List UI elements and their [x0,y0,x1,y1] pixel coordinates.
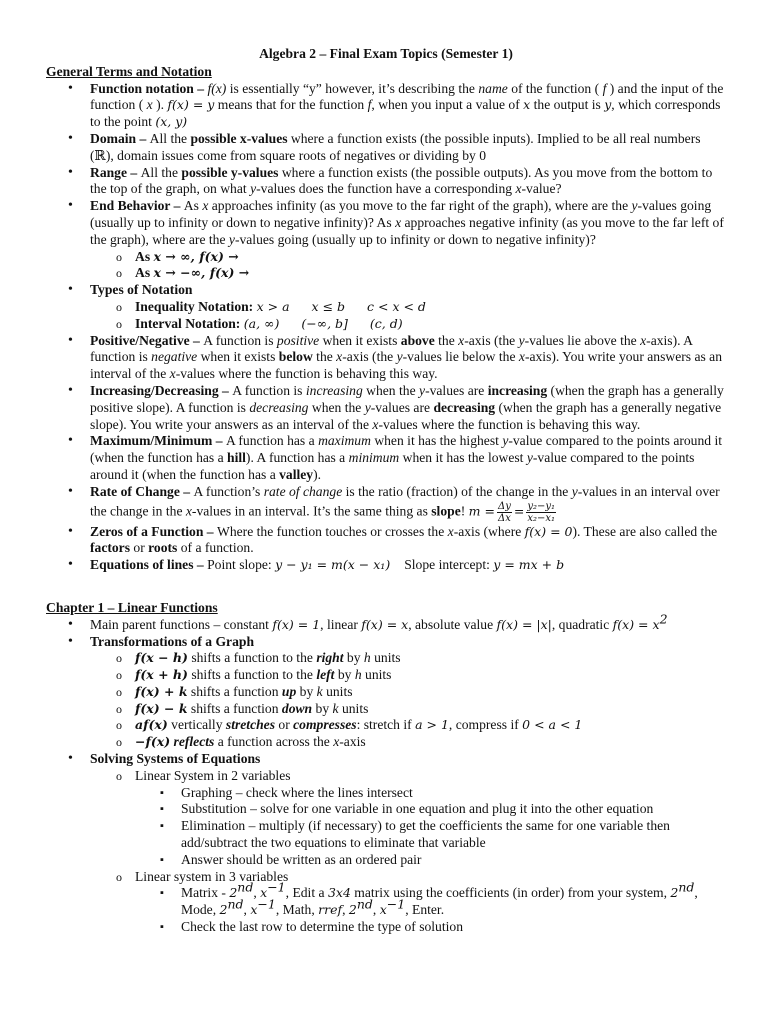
list-item-types-of-notation: • Types of Notation o Inequality Notation: x > a x ≤ b c < x < d o Interval Notation: (a, ∞) (−∞, b] (c, d) [46,282,726,332]
list-item-end-behavior: • End Behavior – As x approaches infinity (as you move to the far right of the graph), where are the y-values going (usually up to infinity or down to negative infinity)? As x approaches negative infinity (as you move to the far left of the graph), where are the y-values going (usually up to infinity or down to negative infinity)? o As x → ∞, f(x) → o As x → −∞, f(x) → [46,198,726,282]
list-item-zeros: • Zeros of a Function – Where the function touches or crosses the x-axis (where f(x) = 0). These are also called the factors or roots of a function. [46,524,726,558]
end-behavior-positive-infinity: o As x → ∞, f(x) → [46,249,726,266]
list-item-systems: • Solving Systems of Equations o Linear System in 2 variables ▪ Graphing – check where the lines intersect ▪ Substitution – solve for one variable in one equation and plug it into the other equation ▪ Elimination – multiply (if necessary) to get the coefficients the same for one variable then add/subtract the two equations to eliminate that variable ▪ Answer should be written as an ordered pair o Linear system in 3 variables ▪ Matrix - 2nd, $x^{-1}$, Edit a 3x4 matrix using the coefficients (in order) from your system, 2nd, Mode, 2nd, $x^{-1}$, Math, rref, 2nd, $x^{-1}$, Enter. ▪ Check the last row to determine the type of solution [46,751,726,936]
list-item-domain: • Domain – All the possible x-values where a function exists (the possible inputs). Implied to be all real numbers (ℝ), domain issues come from square roots of negatives or dividing by 0 [46,131,726,165]
method-substitution: ▪ Substitution – solve for one variable in one equation and plug it into the other equation [46,801,726,818]
slope-fraction-points: $\frac{\text{y₂−y₁}}{\text{x₂−x₁}}$ [527,500,556,524]
list-item-function-notation: • Function notation – f(x) is essentially “y” however, it’s describing the name of the function ( f ) and the input of the function ( x ). f(x) = y means that for the function f, when you input a value of x the output is y, which corresponds to the point (x, y) [46,81,726,131]
inequality-notation: o Inequality Notation: x > a x ≤ b c < x < d [46,299,726,316]
page-title: Algebra 2 – Final Exam Topics (Semester 1) [259,46,513,61]
general-terms-list [46,81,726,574]
list-item-increasing-decreasing: • Increasing/Decreasing – A function is increasing when the y-values are increasing (when the graph has a generally positive slope). A function is decreasing when the y-values are decreasing (when the graph has a generally negative slope). You write your answers as an interval of the x-values where the function is behaving this way. [46,383,726,433]
list-item-maximum-minimum: • Maximum/Minimum – A function has a maximum when it has the highest y-value compared to the points around it (when the function has a hill). A function has a minimum when it has the lowest y-value compared to the points around it (when the function has a valley). [46,433,726,483]
section-heading-chapter1: Chapter 1 – Linear Functions [46,599,218,615]
list-item-rate-of-change: • Rate of Change – A function’s rate of change is the ratio (fraction) of the change in the y-values in an interval over the change in the x-values in an interval. It’s the same thing as slope! m = $\frac{\Delta y}{\Delta x}$ = $\frac{\text{y₂−y₁}}{\text{x₂−x₁}}$ [46,484,726,524]
chapter1-list [46,611,726,936]
method-elimination: ▪ Elimination – multiply (if necessary) to get the coefficients the same for one variable then add/subtract the two equations to eliminate that variable [46,818,726,852]
transformation-stretch: o af(x) vertically stretches or compresses: stretch if a > 1, compress if 0 < a < 1 [46,717,726,734]
answer-ordered-pair: ▪ Answer should be written as an ordered pair [46,852,726,869]
method-matrix: ▪ Matrix - 2nd, $x^{-1}$, Edit a 3x4 matrix using the coefficients (in order) from your system, 2nd, Mode, 2nd, $x^{-1}$, Math, rref, 2nd, $x^{-1}$, Enter. [46,885,726,919]
method-graphing: ▪ Graphing – check where the lines intersect [46,785,726,802]
linear-system-3-variables: o Linear system in 3 variables ▪ Matrix - 2nd, $x^{-1}$, Edit a 3x4 matrix using the coefficients (in order) from your system, 2nd, Mode, 2nd, $x^{-1}$, Math, rref, 2nd, $x^{-1}$, Enter. ▪ Check the last row to determine the type of solution [46,869,726,936]
transformation-down: o f(x) − k shifts a function down by k units [46,701,726,718]
list-item-positive-negative: • Positive/Negative – A function is positive when it exists above the x-axis (the y-values lie above the x-axis). A function is negative when it exists below the x-axis (the y-values lie below the x-axis). You write your answers as an interval of the x-values where the function is behaving this way. [46,333,726,383]
transformation-reflect: o −f(x) reflects a function across the x-axis [46,734,726,751]
document-page [46,46,726,936]
check-last-row: ▪ Check the last row to determine the type of solution [46,919,726,936]
transformation-left: o f(x + h) shifts a function to the left by h units [46,667,726,684]
transformation-right: o f(x − h) shifts a function to the right by h units [46,650,726,667]
transformation-up: o f(x) + k shifts a function up by k units [46,684,726,701]
slope-fraction-delta: $\frac{\Delta y}{\Delta x}$ [497,500,511,524]
list-item-parent-functions: • Main parent functions – constant f(x) = 1, linear f(x) = x, absolute value f(x) = |x|, quadratic $f(x) = x^2$ [46,617,726,634]
section-heading-general: General Terms and Notation [46,63,212,79]
linear-system-2-variables: o Linear System in 2 variables ▪ Graphing – check where the lines intersect ▪ Substitution – solve for one variable in one equation and plug it into the other equation ▪ Elimination – multiply (if necessary) to get the coefficients the same for one variable then add/subtract the two equations to eliminate that variable ▪ Answer should be written as an ordered pair [46,768,726,869]
end-behavior-negative-infinity: o As x → −∞, f(x) → [46,265,726,282]
list-item-transformations: • Transformations of a Graph o f(x − h) shifts a function to the right by h units o f(x + h) shifts a function to the left by h units o f(x) + k shifts a function up by k units o f(x) − k shifts a function down by k units o af(x) vertically stretches or compresses: stretch if a > 1, compress if 0 < a < 1 o −f(x) reflects a function across the x-axis [46,634,726,752]
list-item-equations-of-lines: • Equations of lines – Point slope: y − y₁ = m(x − x₁) Slope intercept: y = mx + b [46,557,726,574]
list-item-range: • Range – All the possible y-values where a function exists (the possible outputs). As you move from the bottom to the top of the graph, on what y-values does the function have a corresponding x-value? [46,165,726,199]
interval-notation: o Interval Notation: (a, ∞) (−∞, b] (c, d) [46,316,726,333]
